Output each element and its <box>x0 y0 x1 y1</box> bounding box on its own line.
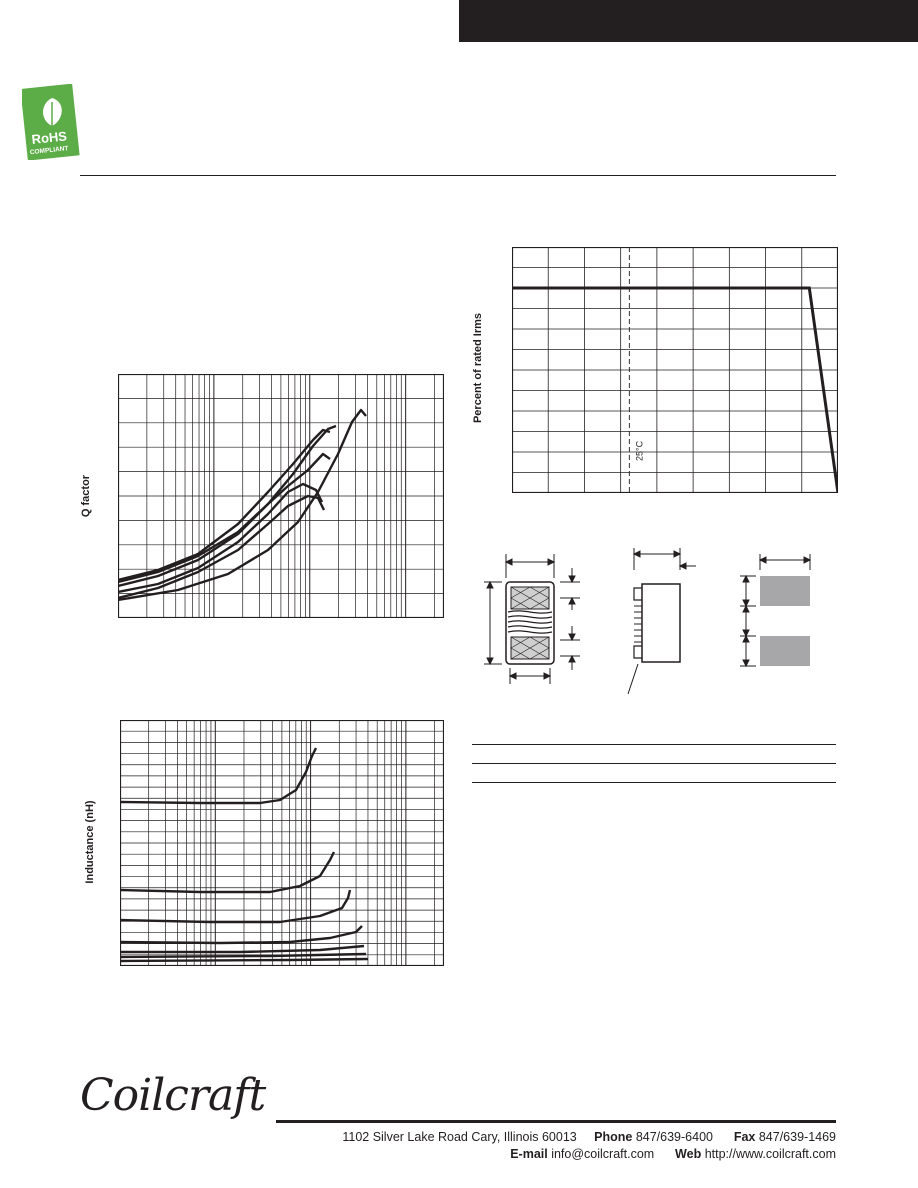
q-curve-1 <box>118 426 336 582</box>
phone-label: Phone <box>594 1130 633 1144</box>
q-chart-ylabel: Q factor <box>80 474 92 518</box>
land-pad-top <box>760 576 810 606</box>
l-curve-7 <box>120 959 368 961</box>
derating-chart-ylabel: Percent of rated Irms <box>472 312 484 424</box>
footer-rule <box>276 1120 836 1123</box>
footer-phone: 847/639-6400 <box>635 1130 713 1144</box>
footer-address: 1102 Silver Lake Road Cary, Illinois 60013 <box>342 1130 577 1144</box>
rohs-text: RoHS <box>30 128 68 147</box>
table-rule-1 <box>472 744 836 745</box>
email-label: E-mail <box>510 1147 548 1161</box>
rohs-logo <box>22 84 80 160</box>
logo-text: Coilcraft <box>80 1070 266 1121</box>
footer-contact-line2 <box>510 1147 836 1161</box>
inductance-chart <box>120 720 444 966</box>
dimension-drawings <box>470 540 836 710</box>
q-curve-5 <box>118 496 324 598</box>
l-curve-2 <box>120 852 334 892</box>
header-tab <box>459 0 918 42</box>
fax-label: Fax <box>733 1130 756 1144</box>
web-label: Web <box>675 1147 702 1161</box>
derating-chart <box>512 247 838 493</box>
q-factor-chart <box>118 374 444 618</box>
land-pad-bottom <box>760 636 810 666</box>
coilcraft-logo <box>80 1070 300 1130</box>
l-curve-6 <box>120 954 366 957</box>
footer-web[interactable]: http://www.coilcraft.com <box>704 1147 836 1161</box>
rohs-compliant: COMPLIANT <box>29 145 69 157</box>
footer-contact-line1 <box>342 1130 836 1144</box>
annotation-25c: 25°C <box>634 440 645 461</box>
l-curve-3 <box>120 890 350 922</box>
l-curve-1 <box>120 748 316 803</box>
footer-fax: 847/639-1469 <box>758 1130 836 1144</box>
part-side-view <box>642 584 680 662</box>
table-rule-3 <box>472 782 836 783</box>
table-rule-2 <box>472 763 836 764</box>
l-curve-5 <box>120 946 364 952</box>
l-curve-4 <box>120 926 362 943</box>
header-rule <box>80 175 836 176</box>
footer-email[interactable]: info@coilcraft.com <box>551 1147 655 1161</box>
l-chart-ylabel: Inductance (nH) <box>84 800 96 884</box>
